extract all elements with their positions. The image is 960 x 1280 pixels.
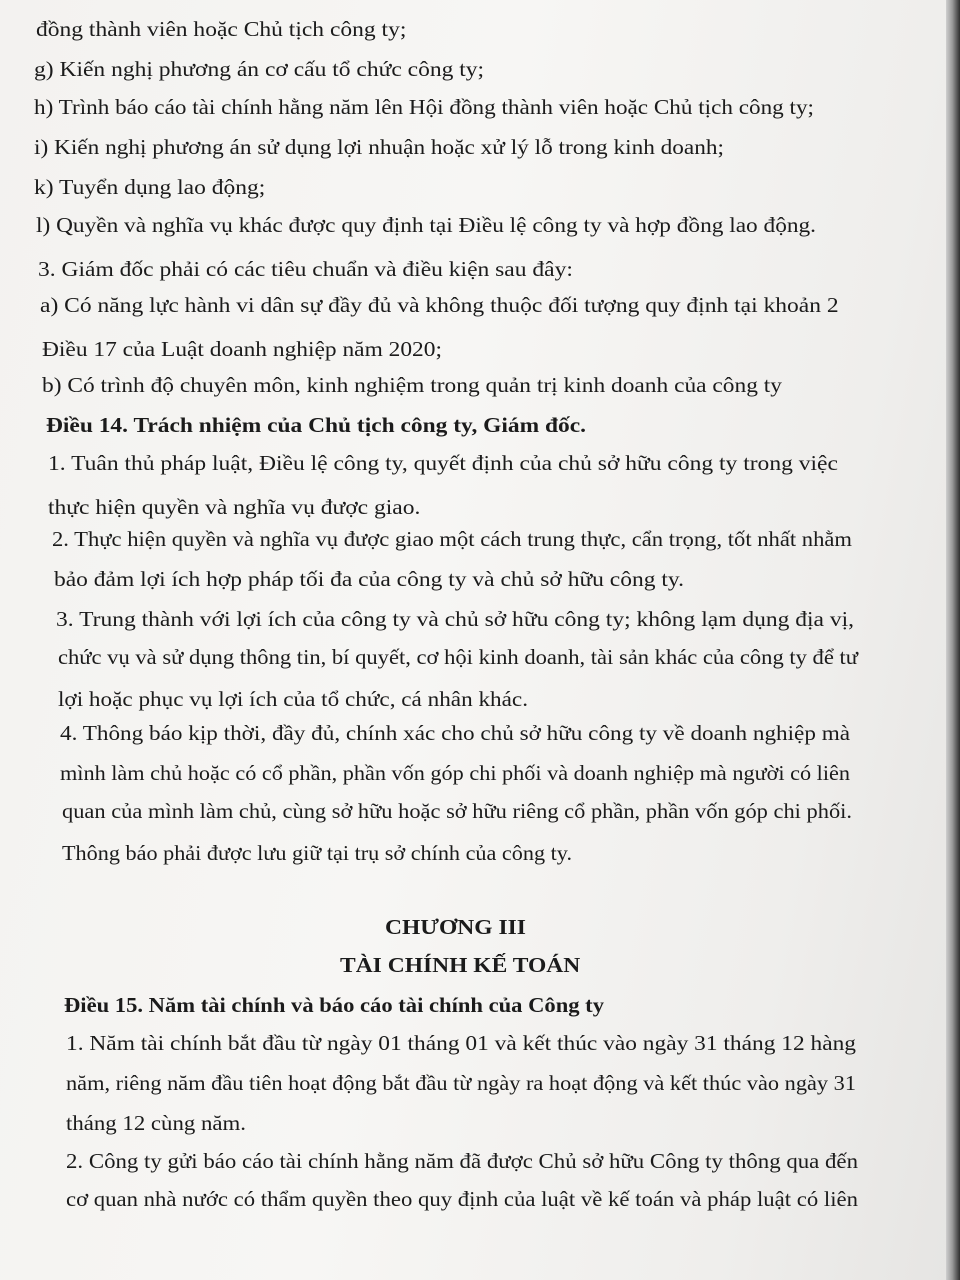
text-line-10: b) Có trình độ chuyên môn, kinh nghiệm trong quản trị kinh doanh của công ty [42,373,782,397]
text-line-5: k) Tuyển dụng lao động; [34,175,266,199]
text-line-8: a) Có năng lực hành vi dân sự đầy đủ và không thuộc đối tượng quy định tại khoản 2 [40,293,839,317]
text-line-19: 4. Thông báo kịp thời, đầy đủ, chính xác cho chủ sở hữu công ty về doanh nghiệp mà [60,721,850,745]
text-line-6: l) Quyền và nghĩa vụ khác được quy định tại Điều lệ công ty và hợp đồng lao động. [36,213,816,237]
text-line-9: Điều 17 của Luật doanh nghiệp năm 2020; [42,337,442,361]
text-line-15: bảo đảm lợi ích hợp pháp tối đa của công ty và chủ sở hữu công ty. [54,567,684,591]
text-line-21: quan của mình làm chủ, cùng sở hữu hoặc sở hữu riêng cổ phần, phần vốn góp chi phối. [62,799,852,823]
text-line-13: thực hiện quyền và nghĩa vụ được giao. [48,495,421,519]
article-14-heading: Điều 14. Trách nhiệm của Chủ tịch công ty, Giám đốc. [46,413,586,437]
text-line-29: 2. Công ty gửi báo cáo tài chính hằng năm đã được Chủ sở hữu Công ty thông qua đến [66,1149,858,1173]
text-line-4: i) Kiến nghị phương án sử dụng lợi nhuận hoặc xử lý lỗ trong kinh doanh; [34,135,724,159]
text-line-18: lợi hoặc phục vụ lợi ích của tổ chức, cá nhân khác. [58,687,528,711]
text-line-22: Thông báo phải được lưu giữ tại trụ sở chính của công ty. [62,841,572,865]
chapter-title: TÀI CHÍNH KẾ TOÁN [339,953,581,977]
text-line-17: chức vụ và sử dụng thông tin, bí quyết, cơ hội kinh doanh, tài sản khác của công ty để tư [58,645,858,669]
text-line-20: mình làm chủ hoặc có cổ phần, phần vốn góp chi phối và doanh nghiệp mà người có liên [60,761,850,785]
text-line-14: 2. Thực hiện quyền và nghĩa vụ được giao một cách trung thực, cẩn trọng, tốt nhất nhằm [52,527,852,551]
article-15-heading: Điều 15. Năm tài chính và báo cáo tài chính của Công ty [64,993,604,1017]
text-line-28: tháng 12 cùng năm. [66,1111,246,1135]
text-line-1: đồng thành viên hoặc Chủ tịch công ty; [36,17,407,41]
chapter-number: CHƯƠNG III [384,915,526,939]
text-line-26: 1. Năm tài chính bắt đầu từ ngày 01 tháng 01 và kết thúc vào ngày 31 tháng 12 hàng [66,1031,856,1055]
text-line-7: 3. Giám đốc phải có các tiêu chuẩn và điều kiện sau đây: [38,257,573,281]
text-line-3: h) Trình báo cáo tài chính hằng năm lên Hội đồng thành viên hoặc Chủ tịch công ty; [34,95,815,119]
text-line-16: 3. Trung thành với lợi ích của công ty và chủ sở hữu công ty; không lạm dụng địa vị, [56,607,855,631]
text-line-30: cơ quan nhà nước có thẩm quyền theo quy định của luật về kế toán và pháp luật có liên [66,1187,858,1211]
text-line-27: năm, riêng năm đầu tiên hoạt động bắt đầu từ ngày ra hoạt động và kết thúc vào ngày 31 [66,1071,856,1095]
page-edge-shadow [946,0,960,1280]
text-line-2: g) Kiến nghị phương án cơ cấu tổ chức công ty; [34,57,485,81]
text-line-12: 1. Tuân thủ pháp luật, Điều lệ công ty, quyết định của chủ sở hữu công ty trong việc [48,451,838,475]
